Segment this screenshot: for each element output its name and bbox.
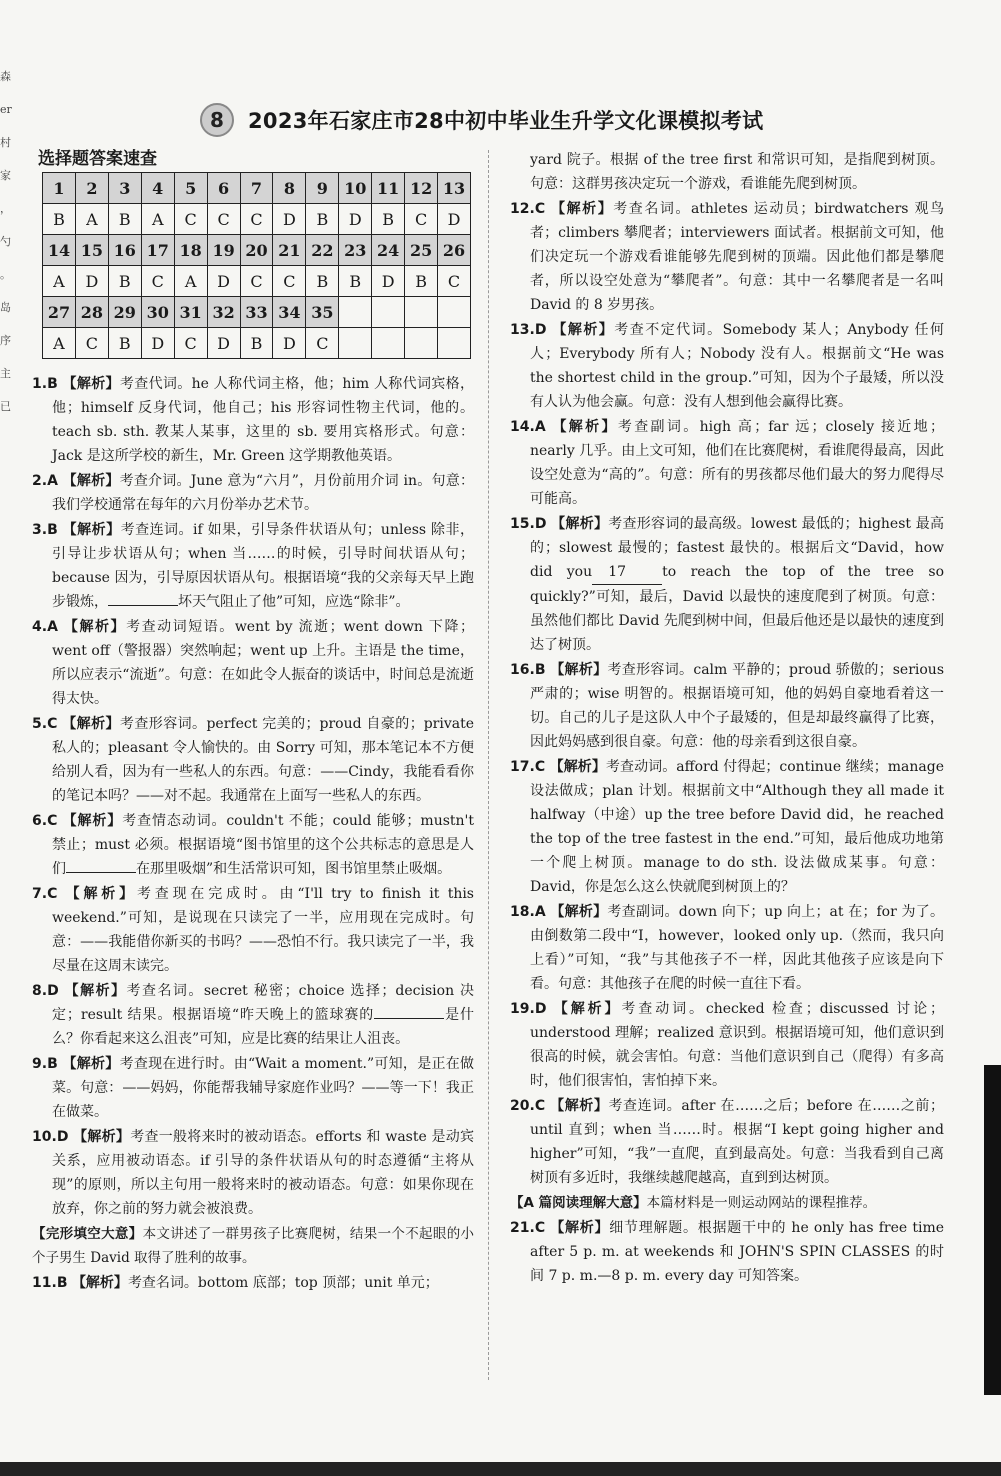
item-number: 1. xyxy=(32,376,48,392)
grid-question-number: 18 xyxy=(174,235,207,266)
item-answer: A xyxy=(534,904,546,920)
analysis-tag: 【解析】 xyxy=(62,522,121,538)
explanation-text: 考查一般将来时的被动语态。efforts 和 waste 是动宾关系，应用被动语态。if 引导的条件状语从句的时态遵循“主将从现”的原则，所以主句用一般将来时的被动语态。句意：如果你现在放弃，你之前的努力就会被浪费。 xyxy=(52,1129,474,1217)
bottom-band xyxy=(0,1462,1001,1476)
answer-explanation-item xyxy=(510,997,944,1093)
explanation-text: 坏天气阻止了他”可知，应选“除非”。 xyxy=(178,594,410,610)
grid-question-number: 15 xyxy=(75,235,108,266)
explanation-text: 考查现在完成时。由“I'll try to finish it this weekend.”可知，是说现在只读完了一半，应用现在完成时。句意：——我能借你新买的书吗？——恐怕不行。我只读完了一半，我尽量在这周末读完。 xyxy=(52,886,474,974)
item-number: 17. xyxy=(510,759,535,775)
fill-blank xyxy=(66,872,136,873)
fill-blank: 17 xyxy=(592,560,662,585)
explanation-text: 考查形容词的最高级。lowest 最低的；highest 最高的；slowest 最慢的；fastest 最快的。根据后文“David，how did you xyxy=(530,516,945,580)
explanation-text: 考查介词。June 意为“六月”，月份前用介词 in。句意：我们学校通常在每年的六月份举办艺术节。 xyxy=(52,473,475,513)
grid-question-number xyxy=(438,297,471,328)
grid-question-number: 10 xyxy=(339,173,372,204)
item-number: 5. xyxy=(32,716,48,732)
grid-answer-cell: B xyxy=(306,266,339,297)
grid-answer-cell: C xyxy=(174,328,207,359)
grid-answer-cell: D xyxy=(372,266,405,297)
fill-blank xyxy=(108,605,178,606)
grid-answer-cell: D xyxy=(75,266,108,297)
grid-question-number: 33 xyxy=(240,297,273,328)
grid-question-number: 4 xyxy=(141,173,174,204)
item-number: 20. xyxy=(510,1098,535,1114)
right-column xyxy=(510,148,944,1289)
item-number: 2. xyxy=(32,473,48,489)
grid-question-number: 8 xyxy=(273,173,306,204)
analysis-tag: 【解析】 xyxy=(551,201,614,217)
item-answer: B xyxy=(47,522,58,538)
answer-explanation-item xyxy=(32,882,474,978)
grid-question-number: 24 xyxy=(372,235,405,266)
item-answer: C xyxy=(534,1220,546,1236)
item-number: 3. xyxy=(32,522,48,538)
explanation-text: 考查名词。secret 秘密；choice 选择；decision 决定；result 结果。根据语境“昨天晚上的篮球赛的 xyxy=(52,983,475,1023)
answer-explanation-item xyxy=(32,1271,474,1295)
grid-question-number: 31 xyxy=(174,297,207,328)
grid-question-number: 12 xyxy=(405,173,438,204)
continued-explanation: yard 院子。根据 of the tree first 和常识可知，是指爬到树顶。句意：这群男孩决定玩一个游戏，看谁能先爬到树顶。 xyxy=(530,152,944,192)
item-number: 6. xyxy=(32,813,48,829)
explanation-text: 考查动词短语。went by 流逝；went down 下降；went off（警报器）突然响起；went up 上升。主语是 the time，所以应表示“流逝”。句意：在如此令人振奋的谈话中，时间总是流逝得太快。 xyxy=(52,619,475,707)
fill-blank xyxy=(374,1018,444,1019)
grid-question-number: 3 xyxy=(108,173,141,204)
item-number: 19. xyxy=(510,1001,535,1017)
answer-grid xyxy=(42,172,471,359)
answer-explanation-item xyxy=(510,318,944,414)
answer-explanation-item xyxy=(32,518,474,614)
explanation-text: 考查情态动词。couldn't 不能；could 能够；mustn't 禁止；must 必须。根据语境“图书馆里的这个公共标志的意思是人们 xyxy=(52,813,475,877)
item-answer: C xyxy=(534,201,546,217)
grid-answer-row xyxy=(43,328,471,359)
grid-question-number: 7 xyxy=(240,173,273,204)
grid-question-number: 30 xyxy=(141,297,174,328)
explanation-text: 考查现在进行时。由“Wait a moment.”可知，是正在做菜。句意：——妈妈，你能帮我辅导家庭作业吗？——等一下！我正在做菜。 xyxy=(52,1056,475,1120)
item-answer: A xyxy=(47,473,58,489)
column-divider xyxy=(488,150,489,1380)
item-number: 4. xyxy=(32,619,48,635)
answer-explanation-item xyxy=(510,1094,944,1190)
analysis-tag: 【解析】 xyxy=(71,1275,128,1291)
grid-question-number: 34 xyxy=(273,297,306,328)
page-header xyxy=(200,100,840,140)
summary-label: 【A 篇阅读理解大意】 xyxy=(510,1195,647,1211)
grid-answer-cell: D xyxy=(207,328,240,359)
grid-question-number: 5 xyxy=(174,173,207,204)
analysis-tag: 【解析】 xyxy=(65,886,137,902)
analysis-tag: 【解析】 xyxy=(73,1129,131,1145)
analysis-tag: 【解析】 xyxy=(552,322,615,338)
answer-explanation-item xyxy=(32,1125,474,1221)
analysis-tag: 【解析】 xyxy=(553,1001,622,1017)
item-answer: C xyxy=(534,759,546,775)
passage-summary xyxy=(32,1222,474,1270)
explanation-text: 考查代词。he 人称代词主格，他；him 人称代词宾格，他；himself 反身代词，他自己；his 形容词性物主代词，他的。teach sb. sth. 教某人某事，这里的 sb. 要用宾格形式。句意：Jack 是这所学校的新生，Mr. Green 这学期教他英语。 xyxy=(52,376,474,464)
left-margin-fragments: 森 er 村 家 ， 勺 。 岛 序 主 已 xyxy=(0,70,12,413)
item-answer: A xyxy=(534,419,546,435)
grid-question-number xyxy=(405,297,438,328)
grid-answer-cell: C xyxy=(207,204,240,235)
item-answer: C xyxy=(47,813,58,829)
page-number-badge: 8 xyxy=(200,103,234,137)
explanation-text: 在那里吸烟”和生活常识可知，图书馆里禁止吸烟。 xyxy=(136,861,452,877)
item-answer: B xyxy=(47,376,58,392)
grid-answer-cell: D xyxy=(273,204,306,235)
explanation-text: 细节理解题。根据题干中的 he only has free time after 5 p. m. at weekends 和 JOHN'S SPIN CLASSES 的时间 7 p. m.—8 p. m. every day 可知答案。 xyxy=(530,1220,944,1284)
summary-text: 本文讲述了一群男孩子比赛爬树，结果一个不起眼的小个子男生 David 取得了胜利的故事。 xyxy=(32,1226,475,1266)
item-number: 21. xyxy=(510,1220,535,1236)
grid-answer-row xyxy=(43,266,471,297)
grid-answer-cell: C xyxy=(75,328,108,359)
item-answer: A xyxy=(47,619,58,635)
answer-explanation-item xyxy=(32,469,474,517)
page-title: 2023年石家庄市28中初中毕业生升学文化课模拟考试 xyxy=(248,109,764,133)
explanation-text: 考查形容词。perfect 完美的；proud 自豪的；private 私人的；pleasant 令人愉快的。由 Sorry 可知，那本笔记本不方便给别人看，因为有一些私人的东西。句意：——Cindy，我能看看你的笔记本吗？——对不起。我通常在上面写一些私人的东西。 xyxy=(52,716,474,804)
grid-question-number: 32 xyxy=(207,297,240,328)
analysis-tag: 【解析】 xyxy=(550,662,608,678)
grid-question-number: 14 xyxy=(43,235,76,266)
explanation-text: 考查连词。if 如果，引导条件状语从句；unless 除非，引导让步状语从句；when 当……的时候，引导时间状语从句；because 因为，引导原因状语从句。根据语境“我的父亲每天早上跑步锻炼， xyxy=(52,522,474,610)
grid-answer-cell: A xyxy=(141,204,174,235)
grid-answer-cell: D xyxy=(207,266,240,297)
answer-explanation-item xyxy=(32,712,474,808)
grid-answer-cell: C xyxy=(405,204,438,235)
grid-question-number: 6 xyxy=(207,173,240,204)
grid-question-number: 23 xyxy=(339,235,372,266)
answer-explanation-item xyxy=(510,1216,944,1288)
analysis-tag: 【解析】 xyxy=(551,516,609,532)
grid-question-number xyxy=(339,297,372,328)
analysis-tag: 【解析】 xyxy=(62,1056,120,1072)
answer-explanation-item xyxy=(32,979,474,1051)
grid-answer-cell: C xyxy=(240,266,273,297)
item-answer: D xyxy=(534,1001,547,1017)
answer-explanation-item xyxy=(510,755,944,899)
analysis-tag: 【解析】 xyxy=(550,904,608,920)
grid-question-number: 22 xyxy=(306,235,339,266)
answer-explanation-item xyxy=(510,658,944,754)
grid-answer-cell: B xyxy=(405,266,438,297)
answer-grid-title: 选择题答案速查 xyxy=(38,149,157,169)
grid-question-number: 9 xyxy=(306,173,339,204)
item-answer: C xyxy=(534,1098,546,1114)
grid-question-number: 26 xyxy=(438,235,471,266)
item-number: 8. xyxy=(32,983,48,999)
grid-question-number: 28 xyxy=(75,297,108,328)
item-number: 11. xyxy=(32,1275,57,1291)
grid-question-number: 21 xyxy=(273,235,306,266)
grid-question-number: 27 xyxy=(43,297,76,328)
item-number: 10. xyxy=(32,1129,57,1145)
analysis-tag: 【解析】 xyxy=(64,983,127,999)
item-answer: B xyxy=(534,662,546,678)
grid-answer-cell: A xyxy=(75,204,108,235)
explanation-text: 考查不定代词。Somebody 某人；Anybody 任何人；Everybody 所有人；Nobody 没有人。根据前文“He was the shortest child in the group.”可知，因为个子最矮，所以没有人认为他会赢。句意：没有人想到他会赢得比赛。 xyxy=(530,322,945,410)
analysis-tag: 【解析】 xyxy=(62,473,120,489)
grid-answer-cell xyxy=(372,328,405,359)
item-answer: D xyxy=(47,983,59,999)
item-answer: C xyxy=(47,886,58,902)
item-answer: D xyxy=(56,1129,69,1145)
edge-bar xyxy=(984,1065,1001,1395)
analysis-tag: 【解析】 xyxy=(552,419,618,435)
analysis-tag: 【解析】 xyxy=(62,716,120,732)
grid-question-number: 11 xyxy=(372,173,405,204)
grid-answer-cell: B xyxy=(108,266,141,297)
grid-answer-cell: A xyxy=(174,266,207,297)
grid-answer-cell: B xyxy=(108,204,141,235)
item-number: 12. xyxy=(510,201,535,217)
item-answer: D xyxy=(534,516,547,532)
explanation-text: 考查形容词。calm 平静的；proud 骄傲的；serious 严肃的；wise 明智的。根据语境可知，他的妈妈自豪地看着这一切。自己的儿子是这队人中个子最矮的，但是却最终赢得了比赛，因此妈妈感到很自豪。句意：他的母亲看到这很自豪。 xyxy=(530,662,945,750)
grid-answer-cell: C xyxy=(174,204,207,235)
grid-question-number: 19 xyxy=(207,235,240,266)
grid-answer-cell: C xyxy=(438,266,471,297)
analysis-tag: 【解析】 xyxy=(550,1098,609,1114)
grid-question-number: 17 xyxy=(141,235,174,266)
grid-question-number xyxy=(372,297,405,328)
item-number: 13. xyxy=(510,322,535,338)
grid-number-row xyxy=(43,173,471,204)
grid-question-number: 20 xyxy=(240,235,273,266)
grid-answer-cell: D xyxy=(339,204,372,235)
left-column xyxy=(32,372,474,1296)
grid-answer-cell: B xyxy=(43,204,76,235)
item-answer: B xyxy=(56,1275,68,1291)
grid-answer-cell: D xyxy=(141,328,174,359)
explanation-text: 考查连词。after 在……之后；before 在……之前；until 直到；when 当……时。根据“I kept going higher and higher”可知，“我”一直爬，直到最高处。句意：当我看到自己离树顶有多近时，我继续越爬越高，直到到达树顶。 xyxy=(530,1098,945,1186)
analysis-tag: 【解析】 xyxy=(62,376,120,392)
grid-answer-row xyxy=(43,204,471,235)
item-number: 14. xyxy=(510,419,535,435)
grid-answer-cell: C xyxy=(240,204,273,235)
explanation-text: 考查副词。high 高；far 远；closely 接近地；nearly 几乎。由上文可知，他们在比赛爬树，看谁爬得最高，因此设空处意为“高的”。句意：所有的男孩都尽他们最大的努力爬得尽可能高。 xyxy=(530,419,944,507)
explanation-text: 考查名词。bottom 底部；top 顶部；unit 单元； xyxy=(127,1275,439,1291)
explanation-text: 考查动词。checked 检查；discussed 讨论；understood 理解；realized 意识到。根据语境可知，他们意识到很高的时候，就会害怕。句意：当他们意识到自己（爬得）有多高时，他们很害怕，害怕掉下来。 xyxy=(530,1001,945,1089)
analysis-tag: 【解析】 xyxy=(549,759,606,775)
item-number: 18. xyxy=(510,904,535,920)
item-answer: B xyxy=(47,1056,58,1072)
grid-number-row xyxy=(43,235,471,266)
grid-question-number: 29 xyxy=(108,297,141,328)
grid-number-row xyxy=(43,297,471,328)
item-number: 16. xyxy=(510,662,535,678)
item-answer: C xyxy=(47,716,58,732)
answer-explanation-item xyxy=(510,415,944,511)
grid-question-number: 13 xyxy=(438,173,471,204)
grid-question-number: 35 xyxy=(306,297,339,328)
grid-answer-cell: B xyxy=(306,204,339,235)
answer-explanation-item xyxy=(32,809,474,881)
answer-explanation-item xyxy=(510,900,944,996)
grid-answer-cell: A xyxy=(43,328,76,359)
item-number: 15. xyxy=(510,516,535,532)
grid-question-number: 1 xyxy=(43,173,76,204)
item-answer: D xyxy=(534,322,547,338)
summary-text: 本篇材料是一则运动网站的课程推荐。 xyxy=(646,1195,877,1211)
item-number: 7. xyxy=(32,886,48,902)
explanation-text: 考查动词。afford 付得起；continue 继续；manage 设法做成；plan 计划。根据前文中“Although they all made it halfway（中途）up the tree before David did，he reached the top of the tree fastest in the end.”可知，最后他成功地第一个爬上树顶。manage to do sth. 设法做成某事。句意：David，你是怎么这么快就爬到树顶上的？ xyxy=(530,759,945,895)
answer-explanation-item xyxy=(32,372,474,468)
grid-answer-cell: B xyxy=(240,328,273,359)
grid-answer-cell xyxy=(339,328,372,359)
explanation-text: 考查名词。athletes 运动员；birdwatchers 观鸟者；climbers 攀爬者；interviewers 面试者。根据前文可知，他们决定玩一个游戏看谁能够先爬到树的顶端。因此他们都是攀爬者，所以设空处意为“攀爬者”。句意：其中一名攀爬者是一名叫 David 的 8 岁男孩。 xyxy=(530,201,944,313)
analysis-tag: 【解析】 xyxy=(62,813,123,829)
answer-explanation-item xyxy=(510,197,944,317)
grid-answer-cell: A xyxy=(43,266,76,297)
grid-question-number: 2 xyxy=(75,173,108,204)
grid-answer-cell: B xyxy=(372,204,405,235)
grid-question-number: 25 xyxy=(405,235,438,266)
grid-answer-cell xyxy=(405,328,438,359)
answer-explanation-item xyxy=(32,615,474,711)
item-number: 9. xyxy=(32,1056,48,1072)
grid-answer-cell: D xyxy=(273,328,306,359)
explanation-text: 是什么？你看起来这么沮丧”可知，应是比赛的结果让人沮丧。 xyxy=(52,1007,475,1047)
grid-answer-cell: C xyxy=(273,266,306,297)
grid-question-number: 16 xyxy=(108,235,141,266)
explanation-text: to reach the top of the tree so quickly?”可知，最后，David 以最快的速度爬到了树顶。句意：虽然他们都比 David 先爬到树中间，但最后他还是以最快的速度到达了树顶。 xyxy=(530,564,944,653)
summary-label: 【完形填空大意】 xyxy=(32,1226,143,1242)
analysis-tag: 【解析】 xyxy=(550,1220,610,1236)
analysis-tag: 【解析】 xyxy=(63,619,127,635)
grid-answer-cell: D xyxy=(438,204,471,235)
grid-answer-cell xyxy=(438,328,471,359)
grid-answer-cell: C xyxy=(141,266,174,297)
answer-explanation-item xyxy=(32,1052,474,1124)
grid-answer-cell: B xyxy=(339,266,372,297)
grid-answer-cell: C xyxy=(306,328,339,359)
answer-explanation-item xyxy=(510,512,944,657)
explanation-text: 考查副词。down 向下；up 向上；at 在；for 为了。由倒数第二段中“I，however，looked only up.（然而，我只向上看）”可知，“我”与其他孩子不一样，因此其他孩子应该是向下看。句意：其他孩子在爬的时候一直往下看。 xyxy=(530,904,945,992)
passage-summary xyxy=(510,1191,944,1215)
grid-answer-cell: B xyxy=(108,328,141,359)
